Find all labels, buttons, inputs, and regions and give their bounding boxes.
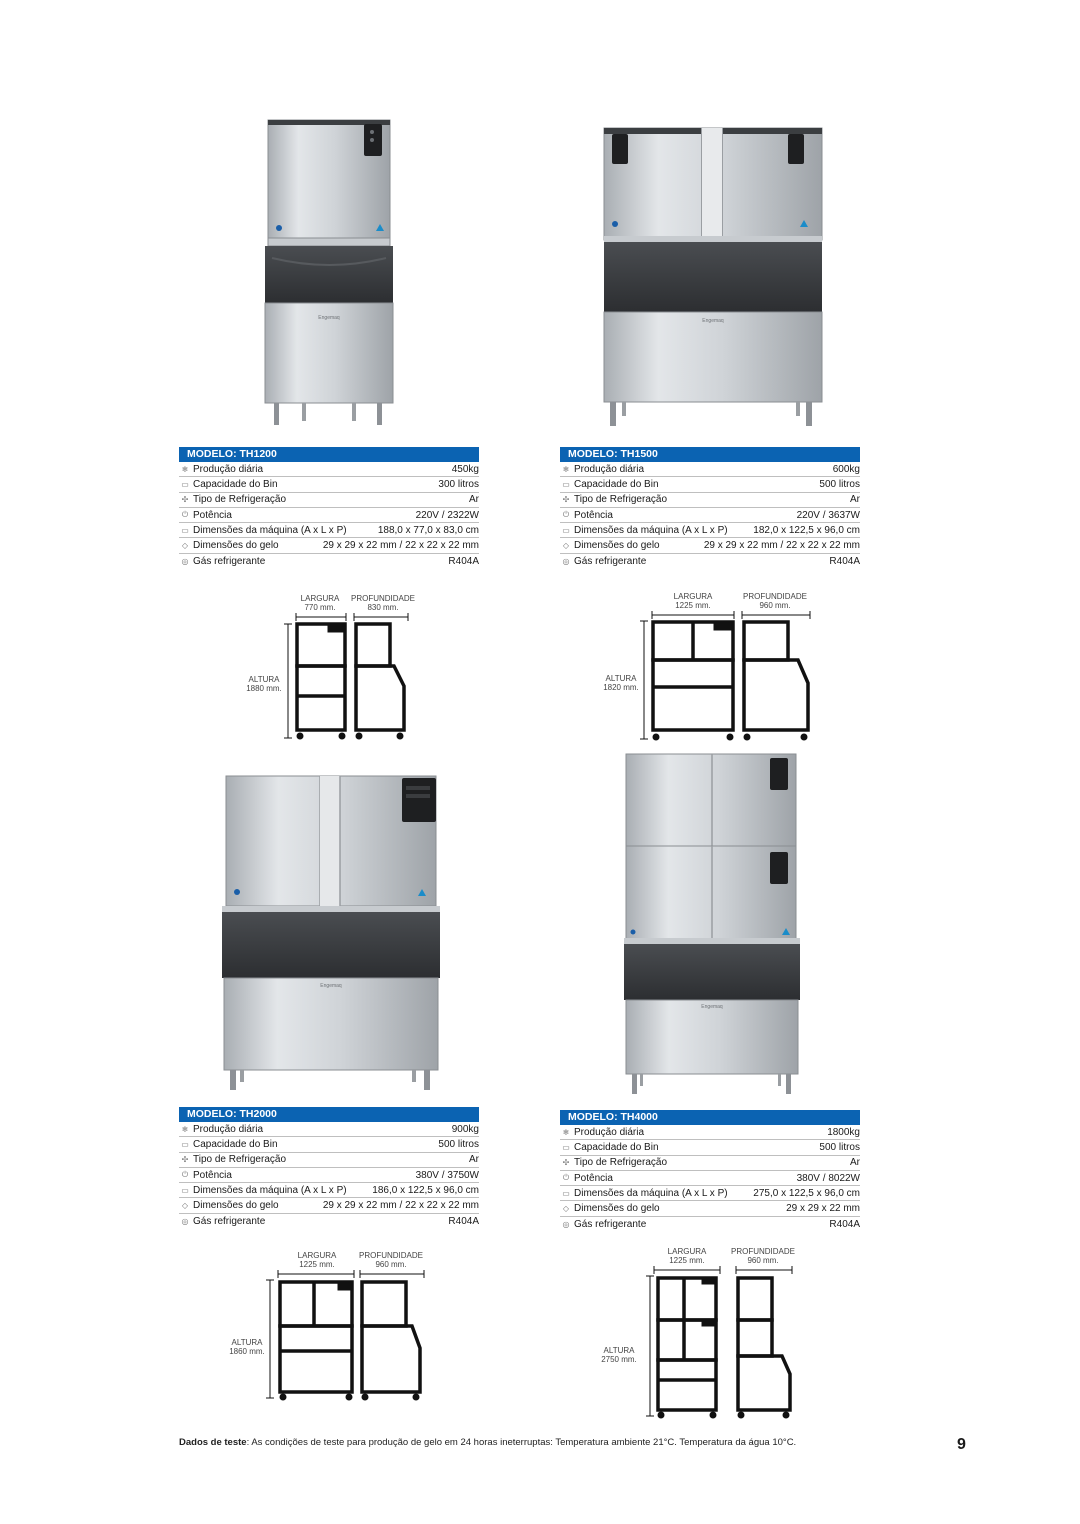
spec-row [179, 477, 479, 492]
ice-cube-icon: ◇ [181, 541, 189, 551]
th2000-model-title: MODELO: TH2000 [179, 1107, 479, 1122]
spec-row [560, 1156, 860, 1171]
altura-value: 1880 mm. [246, 684, 282, 693]
spec-label-group [561, 525, 728, 536]
profundidade-value: 960 mm. [747, 1256, 779, 1265]
profundidade-label: PROFUNDIDADE [742, 592, 807, 601]
spec-label: Produção diária [574, 1126, 645, 1138]
spec-label-group [180, 1124, 263, 1135]
ruler-icon: ▭ [562, 1188, 570, 1198]
spec-value: 220V / 3637W [796, 509, 860, 521]
spec-label-group [180, 1200, 279, 1211]
spec-label: Dimensões da máquina (A x L x P) [574, 524, 728, 536]
spec-label-group [561, 510, 613, 521]
spec-label: Gás refrigerante [574, 555, 647, 567]
spec-row [179, 1122, 479, 1137]
spec-value: Ar [850, 1157, 860, 1169]
fan-icon: ✣ [181, 1155, 189, 1165]
power-icon: ⏻ [181, 510, 189, 520]
spec-value: R404A [829, 555, 860, 567]
largura-value: 1225 mm. [669, 1256, 705, 1265]
power-icon: ⏻ [562, 510, 570, 520]
spec-label: Potência [574, 1172, 613, 1184]
spec-row [179, 1168, 479, 1183]
svg-text:Engemaq: Engemaq [318, 315, 340, 321]
th4000-outline-drawing [596, 1246, 806, 1420]
svg-text:Engemaq: Engemaq [702, 318, 724, 324]
th4000-model-title: MODELO: TH4000 [560, 1110, 860, 1125]
spec-value: 275,0 x 122,5 x 96,0 cm [753, 1187, 860, 1199]
spec-row [179, 538, 479, 553]
spec-value: 380V / 8022W [796, 1172, 860, 1184]
spec-label-group [180, 1185, 347, 1196]
spec-row [560, 1140, 860, 1155]
spec-row [179, 1183, 479, 1198]
spec-label: Capacidade do Bin [193, 1138, 278, 1150]
test-conditions-label: Dados de teste [179, 1437, 247, 1448]
power-icon: ⏻ [181, 1170, 189, 1180]
spec-row [560, 1217, 860, 1232]
ice-cube-icon: ◇ [562, 1204, 570, 1214]
spec-row [560, 508, 860, 523]
th1500-product-image [600, 126, 826, 430]
spec-label: Produção diária [574, 463, 645, 475]
fan-icon: ✣ [562, 495, 570, 505]
spec-label-group [561, 1219, 646, 1230]
spec-value: 182,0 x 122,5 x 96,0 cm [753, 524, 860, 536]
spec-value: 220V / 2322W [415, 509, 479, 521]
th2000-dimension-diagram [224, 1250, 434, 1402]
spec-row [560, 523, 860, 538]
altura-label: ALTURA [605, 674, 637, 683]
spec-label-group [180, 556, 265, 567]
gas-icon: ◎ [562, 556, 570, 566]
profundidade-label: PROFUNDIDADE [730, 1247, 795, 1256]
spec-label: Dimensões do gelo [193, 540, 279, 552]
ice-cube-icon: ◇ [562, 541, 570, 551]
th1500-spec-table [560, 447, 860, 569]
spec-row [560, 1125, 860, 1140]
spec-label: Potência [193, 1169, 232, 1181]
spec-label: Produção diária [193, 463, 264, 475]
altura-value: 1860 mm. [229, 1347, 265, 1356]
altura-label: ALTURA [231, 1338, 263, 1347]
spec-label-group [180, 525, 347, 536]
th1200-model-title: MODELO: TH1200 [179, 447, 479, 462]
largura-value: 770 mm. [304, 603, 336, 612]
spec-label-group [561, 1142, 659, 1153]
spec-label-group [561, 1157, 667, 1168]
spec-value: Ar [469, 1154, 479, 1166]
spec-value: 500 litros [819, 478, 860, 490]
svg-text:Engemaq: Engemaq [701, 1004, 723, 1010]
fan-icon: ✣ [562, 1158, 570, 1168]
spec-value: 188,0 x 77,0 x 83,0 cm [377, 524, 479, 536]
spec-value: R404A [829, 1218, 860, 1230]
spec-value: 500 litros [819, 1141, 860, 1153]
spec-row [179, 1214, 479, 1229]
spec-value: Ar [850, 494, 860, 506]
ruler-icon: ▭ [181, 1185, 189, 1195]
th2000-spec-table [179, 1107, 479, 1229]
th1500-dimension-diagram [598, 589, 820, 743]
altura-label: ALTURA [603, 1346, 635, 1355]
spec-row [179, 523, 479, 538]
largura-value: 1225 mm. [299, 1260, 335, 1269]
spec-row [560, 1186, 860, 1201]
spec-label: Tipo de Refrigeração [574, 1157, 668, 1169]
spec-label-group [180, 1216, 265, 1227]
spec-label: Tipo de Refrigeração [193, 494, 287, 506]
spec-label: Dimensões da máquina (A x L x P) [193, 524, 347, 536]
altura-value: 2750 mm. [601, 1355, 637, 1364]
spec-value: R404A [448, 555, 479, 567]
svg-text:Engemaq: Engemaq [320, 983, 342, 989]
spec-label: Produção diária [193, 1123, 264, 1135]
snowflake-icon: ❄ [181, 1124, 189, 1134]
snowflake-icon: ❄ [562, 464, 570, 474]
spec-label-group [180, 540, 279, 551]
spec-label-group [180, 479, 278, 490]
profundidade-label: PROFUNDIDADE [358, 1251, 423, 1260]
th2000-product-image [218, 774, 444, 1092]
altura-value: 1820 mm. [603, 683, 639, 692]
spec-row [560, 1171, 860, 1186]
largura-value: 1225 mm. [675, 601, 711, 610]
spec-label: Tipo de Refrigeração [193, 1154, 287, 1166]
spec-value: 900kg [451, 1123, 479, 1135]
profundidade-label: PROFUNDIDADE [350, 594, 415, 603]
spec-label-group [561, 1188, 728, 1199]
spec-value: 450kg [451, 463, 479, 475]
th4000-product-image [620, 752, 804, 1098]
profundidade-value: 830 mm. [367, 603, 399, 612]
spec-label: Dimensões do gelo [574, 1203, 660, 1215]
spec-row [560, 462, 860, 477]
spec-value: Ar [469, 494, 479, 506]
spec-label-group [180, 494, 286, 505]
th4000-spec-rows [560, 1125, 860, 1232]
largura-label: LARGURA [667, 1247, 707, 1256]
spec-value: 29 x 29 x 22 mm / 22 x 22 x 22 mm [703, 540, 860, 552]
spec-label-group [561, 479, 659, 490]
spec-label: Gás refrigerante [193, 1215, 266, 1227]
spec-label: Capacidade do Bin [193, 478, 278, 490]
spec-label: Dimensões do gelo [193, 1200, 279, 1212]
page-number: 9 [957, 1436, 966, 1453]
spec-label: Capacidade do Bin [574, 478, 659, 490]
spec-value: 1800kg [827, 1126, 860, 1138]
th1200-outline-drawing [240, 590, 430, 742]
spec-label: Dimensões da máquina (A x L x P) [193, 1184, 347, 1196]
spec-row [179, 493, 479, 508]
largura-label: LARGURA [673, 592, 713, 601]
spec-label-group [180, 510, 232, 521]
spec-value: 29 x 29 x 22 mm [786, 1203, 860, 1215]
spec-value: 29 x 29 x 22 mm / 22 x 22 x 22 mm [322, 540, 479, 552]
bin-icon: ▭ [562, 1142, 570, 1152]
spec-row [179, 1137, 479, 1152]
gas-icon: ◎ [181, 1216, 189, 1226]
spec-row [560, 477, 860, 492]
snowflake-icon: ❄ [562, 1127, 570, 1137]
th1200-spec-rows [179, 462, 479, 569]
test-conditions-text: : As condições de teste para produção de gelo em 24 horas ineterruptas: Temperatura ambiente 21°C. Temperatura da água 10°C. [246, 1437, 797, 1448]
spec-label-group [561, 1203, 660, 1214]
largura-label: LARGURA [300, 594, 340, 603]
spec-label-group [180, 1170, 232, 1181]
spec-label-group [180, 1139, 278, 1150]
spec-label-group [561, 494, 667, 505]
ice-cube-icon: ◇ [181, 1201, 189, 1211]
spec-row [560, 493, 860, 508]
fan-icon: ✣ [181, 495, 189, 505]
bin-icon: ▭ [181, 479, 189, 489]
th4000-dimension-diagram [596, 1246, 806, 1420]
th1500-outline-drawing [598, 589, 820, 743]
spec-label: Dimensões da máquina (A x L x P) [574, 1187, 728, 1199]
bin-icon: ▭ [562, 479, 570, 489]
ruler-icon: ▭ [562, 525, 570, 535]
spec-value: 500 litros [438, 1138, 479, 1150]
spec-row [560, 554, 860, 569]
th2000-outline-drawing [224, 1250, 434, 1402]
ruler-icon: ▭ [181, 525, 189, 535]
spec-row [179, 554, 479, 569]
spec-label: Gás refrigerante [574, 1218, 647, 1230]
spec-label: Capacidade do Bin [574, 1141, 659, 1153]
th1200-spec-table [179, 447, 479, 569]
spec-label: Tipo de Refrigeração [574, 494, 668, 506]
profundidade-value: 960 mm. [375, 1260, 407, 1269]
spec-value: 380V / 3750W [415, 1169, 479, 1181]
spec-label-group [561, 540, 660, 551]
spec-label: Dimensões do gelo [574, 540, 660, 552]
spec-value: R404A [448, 1215, 479, 1227]
snowflake-icon: ❄ [181, 464, 189, 474]
spec-label-group [561, 556, 646, 567]
th2000-spec-rows [179, 1122, 479, 1229]
spec-label: Potência [574, 509, 613, 521]
spec-label: Gás refrigerante [193, 555, 266, 567]
spec-label-group [561, 464, 644, 475]
th1200-product-image [262, 118, 398, 430]
spec-label-group [561, 1127, 644, 1138]
profundidade-value: 960 mm. [759, 601, 791, 610]
th1200-dimension-diagram [240, 590, 430, 742]
spec-label-group [180, 464, 263, 475]
spec-row [179, 1198, 479, 1213]
spec-label: Potência [193, 509, 232, 521]
spec-row [179, 508, 479, 523]
th4000-spec-table [560, 1110, 860, 1232]
gas-icon: ◎ [562, 1219, 570, 1229]
gas-icon: ◎ [181, 556, 189, 566]
bin-icon: ▭ [181, 1139, 189, 1149]
th1500-spec-rows [560, 462, 860, 569]
largura-label: LARGURA [297, 1251, 337, 1260]
spec-label-group [180, 1154, 286, 1165]
spec-row [179, 1153, 479, 1168]
spec-label-group [561, 1173, 613, 1184]
spec-row [179, 462, 479, 477]
test-conditions-note [179, 1437, 796, 1448]
spec-value: 186,0 x 122,5 x 96,0 cm [372, 1184, 479, 1196]
altura-label: ALTURA [248, 675, 280, 684]
spec-value: 600kg [832, 463, 860, 475]
spec-row [560, 538, 860, 553]
spec-value: 300 litros [438, 478, 479, 490]
spec-value: 29 x 29 x 22 mm / 22 x 22 x 22 mm [322, 1200, 479, 1212]
spec-row [560, 1201, 860, 1216]
power-icon: ⏻ [562, 1173, 570, 1183]
th1500-model-title: MODELO: TH1500 [560, 447, 860, 462]
